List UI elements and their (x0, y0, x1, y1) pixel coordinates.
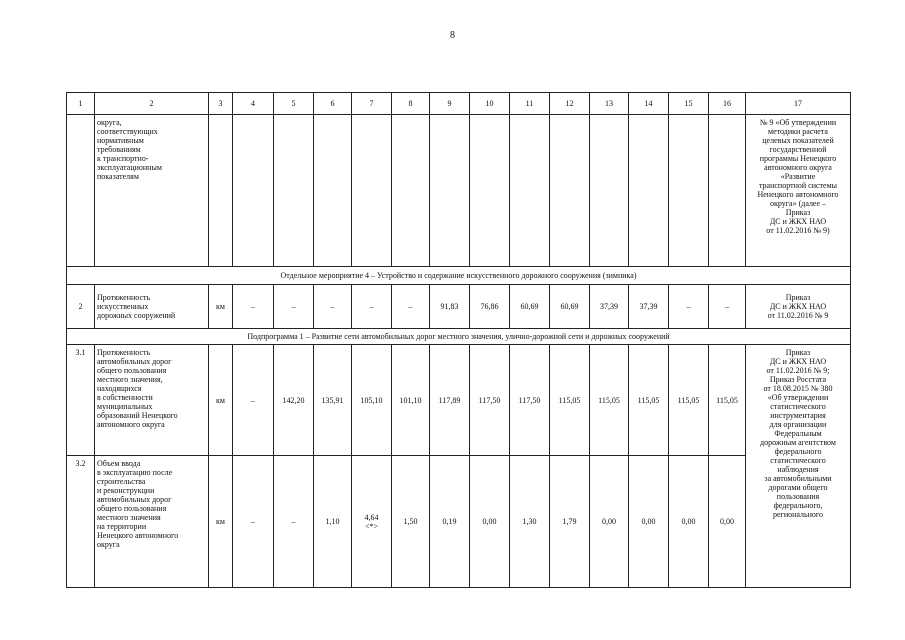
value-cell: 1,79 (550, 456, 590, 588)
table-row (67, 285, 851, 329)
value-cell: – (274, 285, 314, 329)
value-cell: – (233, 345, 274, 456)
value-cell: 115,05 (590, 345, 629, 456)
value-cell: 105,10 (352, 345, 392, 456)
header-cell: 2 (95, 93, 209, 115)
value-cell: – (669, 285, 709, 329)
source-doc: Приказ ДС и ЖКХ НАО от 11.02.2016 № 9 (746, 285, 851, 329)
value-cell: – (392, 285, 430, 329)
page-number: 8 (450, 30, 455, 41)
value-cell: 76,86 (470, 285, 510, 329)
value-cell: – (314, 285, 352, 329)
table-row (67, 345, 851, 456)
value-cell: 37,39 (590, 285, 629, 329)
value-cell: 115,05 (550, 345, 590, 456)
header-cell: 12 (550, 93, 590, 115)
value-cell: 115,05 (629, 345, 669, 456)
unit-cell: км (209, 285, 233, 329)
value-cell: 0,19 (430, 456, 470, 588)
header-cell: 5 (274, 93, 314, 115)
value-cell: 60,69 (510, 285, 550, 329)
source-doc: Приказ ДС и ЖКХ НАО от 11.02.2016 № 9; Приказ Росстата от 18.08.2015 № 380 «Об утверждении статистического инструментария для организации Федеральным дорожным агентством федерального статистического наблюдения за автомобильными дорогами общего пользования федерального, регионального (746, 345, 851, 588)
value-cell: 101,10 (392, 345, 430, 456)
value-cell: – (233, 456, 274, 588)
unit-cell: км (209, 345, 233, 456)
header-cell: 11 (510, 93, 550, 115)
unit-cell: км (209, 456, 233, 588)
header-cell: 10 (470, 93, 510, 115)
table-row (67, 456, 851, 588)
value-cell: 0,00 (470, 456, 510, 588)
value-cell: 135,91 (314, 345, 352, 456)
indicator-name: Объем ввода в эксплуатацию после строительства и реконструкции автомобильных дорог общего пользования местного значения на территории Ненецкого автономного округа (95, 456, 209, 588)
row-number: 3.2 (67, 456, 95, 588)
header-cell: 15 (669, 93, 709, 115)
value-cell: – (709, 285, 746, 329)
header-row (67, 93, 851, 115)
header-cell: 1 (67, 93, 95, 115)
value-cell: 1,30 (510, 456, 550, 588)
value-cell: 4,64 <*> (352, 456, 392, 588)
header-cell: 16 (709, 93, 746, 115)
value-cell: 37,39 (629, 285, 669, 329)
section-heading: Подпрограмма 1 – Развитие сети автомобильных дорог местного значения, улично-дорожной сети и дорожных сооружений (67, 329, 851, 345)
value-cell: 115,05 (709, 345, 746, 456)
table-row (67, 115, 851, 267)
value-cell: 115,05 (669, 345, 709, 456)
section-row (67, 267, 851, 285)
header-cell: 17 (746, 93, 851, 115)
row-number: 2 (67, 285, 95, 329)
indicators-table (66, 92, 851, 588)
header-cell: 9 (430, 93, 470, 115)
value-cell: 1,50 (392, 456, 430, 588)
value-cell: 117,50 (470, 345, 510, 456)
value-cell: 117,50 (510, 345, 550, 456)
value-cell: 0,00 (709, 456, 746, 588)
section-heading: Отдельное мероприятие 4 – Устройство и содержание искусственного дорожного сооружения (зимника) (67, 267, 851, 285)
value-cell: 60,69 (550, 285, 590, 329)
value-cell: 0,00 (590, 456, 629, 588)
row-number: 3.1 (67, 345, 95, 456)
indicator-name: Протяженность автомобильных дорог общего пользования местного значения, находящихся в собственности муниципальных образований Ненецкого автономного округа (95, 345, 209, 456)
value-cell: 0,00 (669, 456, 709, 588)
indicator-name: округа, соответствующих нормативным требованиям к транспортно- эксплуатационным показателям (95, 115, 209, 267)
source-doc: № 9 «Об утверждении методики расчета целевых показателей государственной программы Ненецкого автономного округа «Развитие транспортной системы Ненецкого автономного округа» (далее – Приказ ДС и ЖКХ НАО от 11.02.2016 № 9) (746, 115, 851, 267)
value-cell: 91,83 (430, 285, 470, 329)
header-cell: 6 (314, 93, 352, 115)
header-cell: 13 (590, 93, 629, 115)
header-cell: 3 (209, 93, 233, 115)
indicator-name: Протяженность искусственных дорожных сооружений (95, 285, 209, 329)
header-cell: 4 (233, 93, 274, 115)
value-cell: 117,89 (430, 345, 470, 456)
header-cell: 7 (352, 93, 392, 115)
value-cell: 0,00 (629, 456, 669, 588)
value-cell: – (233, 285, 274, 329)
value-cell: – (352, 285, 392, 329)
header-cell: 14 (629, 93, 669, 115)
section-row (67, 329, 851, 345)
header-cell: 8 (392, 93, 430, 115)
value-cell: 142,20 (274, 345, 314, 456)
value-cell: 1,10 (314, 456, 352, 588)
value-cell: – (274, 456, 314, 588)
